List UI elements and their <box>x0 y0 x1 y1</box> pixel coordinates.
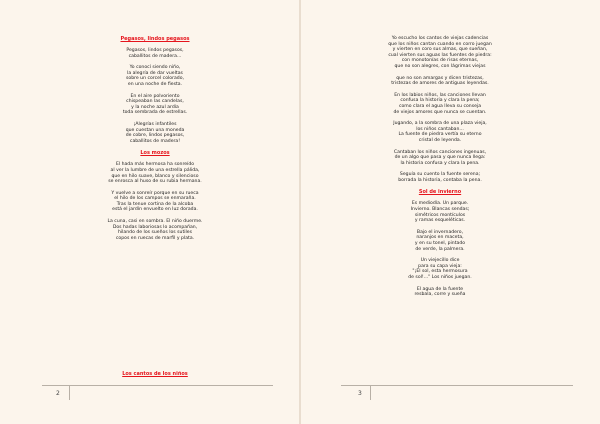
verse-line: se enrosca al huso de su rubia hermana. <box>108 179 202 185</box>
left-poem-column <box>70 36 240 247</box>
verse-line: está el jardín envuelto en luz dorada. <box>112 207 198 213</box>
verse-line: La cuna, casi en sombra. El niño duerme. <box>107 219 203 225</box>
verse-line: como clara el agua lleva su conseja <box>398 103 482 109</box>
right-poem-column <box>355 36 525 304</box>
stanza <box>355 287 525 298</box>
stanza <box>355 76 525 87</box>
stanza <box>355 121 525 143</box>
verse-line: Cantaban los niños canciones ingenuas, <box>393 149 487 155</box>
verse-line: la alegría de dar vueltas <box>127 70 183 76</box>
footer-rule <box>42 385 273 386</box>
verse-line: resbala, corre y sueña <box>414 292 466 298</box>
verse-line: Dos hadas laboriosas lo acompañan, <box>112 224 198 230</box>
verse-line: caballitos de madera... <box>128 53 182 59</box>
right-page <box>301 0 600 424</box>
verse-line: Yo escucho los cantos de viejas cadencias <box>391 36 489 41</box>
verse-line: y la noche azul ardía <box>131 104 179 110</box>
verse-line: el hilo de los campos se enmaraña. <box>114 196 196 202</box>
verse-line: y en su tonel, pintado <box>414 241 466 247</box>
verse-line: y ramas esqueléticas. <box>414 218 466 224</box>
verse-line: Y vuelve a sonreír porque en su rueca <box>111 190 199 196</box>
stanza <box>355 36 525 70</box>
verse-line: Jugando, a la sombra de una plaza vieja, <box>393 121 487 127</box>
verse-line: confusa la historia y clara la pena; <box>400 98 480 104</box>
verse-line: de viejos amores que nunca se cuentan. <box>393 109 487 115</box>
verse-line: de sol!..." Los niños juegan. <box>408 275 472 280</box>
left-page <box>0 0 299 424</box>
verse-line: En el aire polvoriento <box>130 93 180 99</box>
stanza <box>70 94 240 116</box>
verse-line: En los labios niños, las canciones llevan <box>394 92 486 98</box>
verse-line: que en hilo suave, blanco y silencioso <box>111 173 199 179</box>
verse-line: chispeaban las candelas, <box>126 99 184 105</box>
verse-line: Yo conocí siendo niño, <box>129 65 181 71</box>
verse-line: El agua de la fuente <box>416 286 464 292</box>
verse-line: en una noche de fiesta. <box>127 81 183 87</box>
verse-line: toda sembrada de estrellas. <box>122 110 188 116</box>
footer-rule <box>341 385 573 386</box>
verse-line: El hada más hermosa ha sonreído <box>115 162 195 168</box>
stanza <box>70 162 240 184</box>
verse-line: "¡El sol, esta hermosura <box>412 269 468 275</box>
verse-line: Un viejecillo dice <box>420 258 460 264</box>
stanza <box>355 93 525 115</box>
verse-line: cual vierten sus aguas las fuentes de piedra: <box>388 52 492 58</box>
verse-line: Pegasos, lindos pegasos, <box>126 48 184 53</box>
stanza <box>355 230 525 252</box>
footer-divider <box>69 386 70 400</box>
verse-line: Bajo el invernadero, <box>416 229 464 235</box>
verse-line: de un algo que pasa y que nunca llega: <box>394 155 486 161</box>
stanza <box>70 219 240 241</box>
verse-line: Es mediodía. Un parque. <box>411 201 469 207</box>
verse-line: naranjos en maceta, <box>416 235 464 241</box>
verse-line: que cuestan una moneda <box>125 127 185 133</box>
stanza <box>70 191 240 213</box>
page-number: 3 <box>358 390 362 397</box>
verse-line: Invierno. Blancas sendas; <box>410 207 470 213</box>
stanza <box>70 48 240 59</box>
stanza <box>355 150 525 167</box>
verse-line: que los niños cantan cuando en corro juegan <box>388 41 492 47</box>
verse-line: tristezas de amores de antiguas leyendas. <box>391 81 489 87</box>
next-poem-title: Los cantos de los niños <box>122 371 188 377</box>
verse-line: de verde, la palmera. <box>415 246 465 252</box>
verse-line: Seguía su cuento la fuente serena; <box>399 172 481 178</box>
verse-line: que no son alegres, con lágrimas viejas <box>394 63 486 69</box>
verse-line: con monotonías de risas eternas, <box>401 58 479 64</box>
stanza <box>70 65 240 87</box>
verse-line: hilando de los sueños los sutiles <box>117 230 193 236</box>
verse-line: simétricos montículos <box>414 212 466 218</box>
poem-title: Sol de invierno <box>418 189 462 196</box>
page-number: 2 <box>56 390 60 397</box>
verse-line: caballitos de madera! <box>129 138 181 144</box>
verse-line: Tras la tenue cortina de la alcoba <box>116 201 194 207</box>
stanza <box>70 122 240 144</box>
stanza <box>355 258 525 280</box>
verse-line: ¡Alegrías infantiles <box>133 121 177 127</box>
verse-line: para su capa vieja: <box>418 263 462 269</box>
verse-line: que no son amargas y dicen tristezas, <box>396 75 484 81</box>
verse-line: de cobre, lindos pegasos, <box>125 133 185 139</box>
poem-title: Pegasos, lindos pegasos <box>120 36 190 42</box>
verse-line: la historia confusa y clara la pena. <box>400 160 480 166</box>
verse-line: La fuente de piedra vertía su eterno <box>398 132 482 138</box>
verse-line: copos en ruecas de marfil y plata. <box>115 235 195 241</box>
verse-line: sobre un corcel colorado, <box>125 76 184 82</box>
verse-line: al ver la lumbre de una estrella pálida, <box>110 167 200 173</box>
verse-line: cristal de leyenda. <box>418 137 462 143</box>
poem-title: Los mozos <box>140 150 170 157</box>
stanza <box>355 172 525 183</box>
verse-line: y vierten en coro sus almas, que sueñan, <box>392 47 488 53</box>
verse-line: borrada la historia, contaba la pena. <box>398 177 482 183</box>
stanza <box>355 201 525 223</box>
verse-line: los niños cantaban... <box>416 126 464 132</box>
footer-divider <box>370 386 371 400</box>
